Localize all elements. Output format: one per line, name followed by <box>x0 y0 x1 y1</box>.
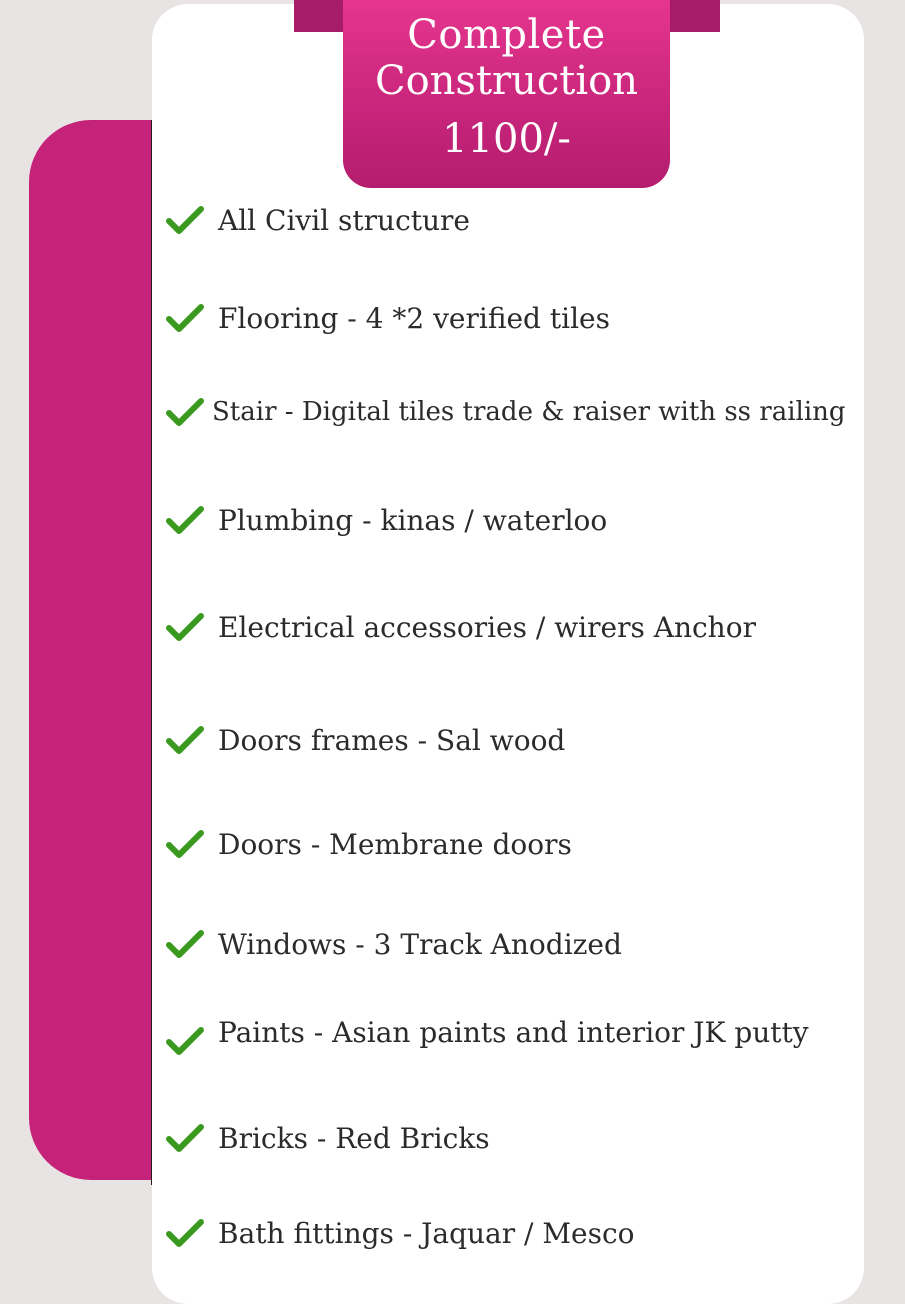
feature-item-flooring <box>166 298 610 338</box>
feature-item-plumbing <box>166 500 607 540</box>
feature-item-civil <box>166 200 470 240</box>
check-icon <box>166 397 204 427</box>
feature-item-bricks <box>166 1118 490 1158</box>
check-icon <box>166 303 204 333</box>
check-icon <box>166 612 204 642</box>
feature-item-paints <box>166 1012 809 1052</box>
check-icon <box>166 505 204 535</box>
feature-label: Bath fittings - Jaquar / Mesco <box>218 1216 635 1250</box>
feature-label: Electrical accessories / wirers Anchor <box>218 610 756 644</box>
feature-label: Flooring - 4 *2 verified tiles <box>218 301 610 335</box>
feature-label: Stair - Digital tiles trade & raiser with ss railing <box>212 397 846 427</box>
feature-item-doors <box>166 824 572 864</box>
pricing-card <box>152 4 864 1304</box>
feature-label: Paints - Asian paints and interior JK putty <box>218 1015 809 1049</box>
check-icon <box>166 1026 204 1056</box>
feature-label: Doors frames - Sal wood <box>218 723 566 757</box>
feature-label: All Civil structure <box>218 203 470 237</box>
feature-label: Plumbing - kinas / waterloo <box>218 503 608 537</box>
feature-item-bath-fittings <box>166 1213 635 1253</box>
feature-label: Windows - 3 Track Anodized <box>218 927 622 961</box>
check-icon <box>166 929 204 959</box>
check-icon <box>166 725 204 755</box>
feature-label: Bricks - Red Bricks <box>218 1121 490 1155</box>
check-icon <box>166 1123 204 1153</box>
feature-item-electrical <box>166 607 756 647</box>
check-icon <box>166 829 204 859</box>
feature-item-stair <box>166 392 846 432</box>
package-title-line2: Construction <box>374 58 639 104</box>
check-icon <box>166 205 204 235</box>
check-icon <box>166 1218 204 1248</box>
price-ribbon <box>343 0 670 188</box>
package-title-line1: Complete <box>407 12 606 58</box>
feature-item-door-frames <box>166 720 565 760</box>
package-price: 1100/- <box>442 116 571 162</box>
feature-label: Doors - Membrane doors <box>218 827 572 861</box>
feature-item-windows <box>166 924 622 964</box>
